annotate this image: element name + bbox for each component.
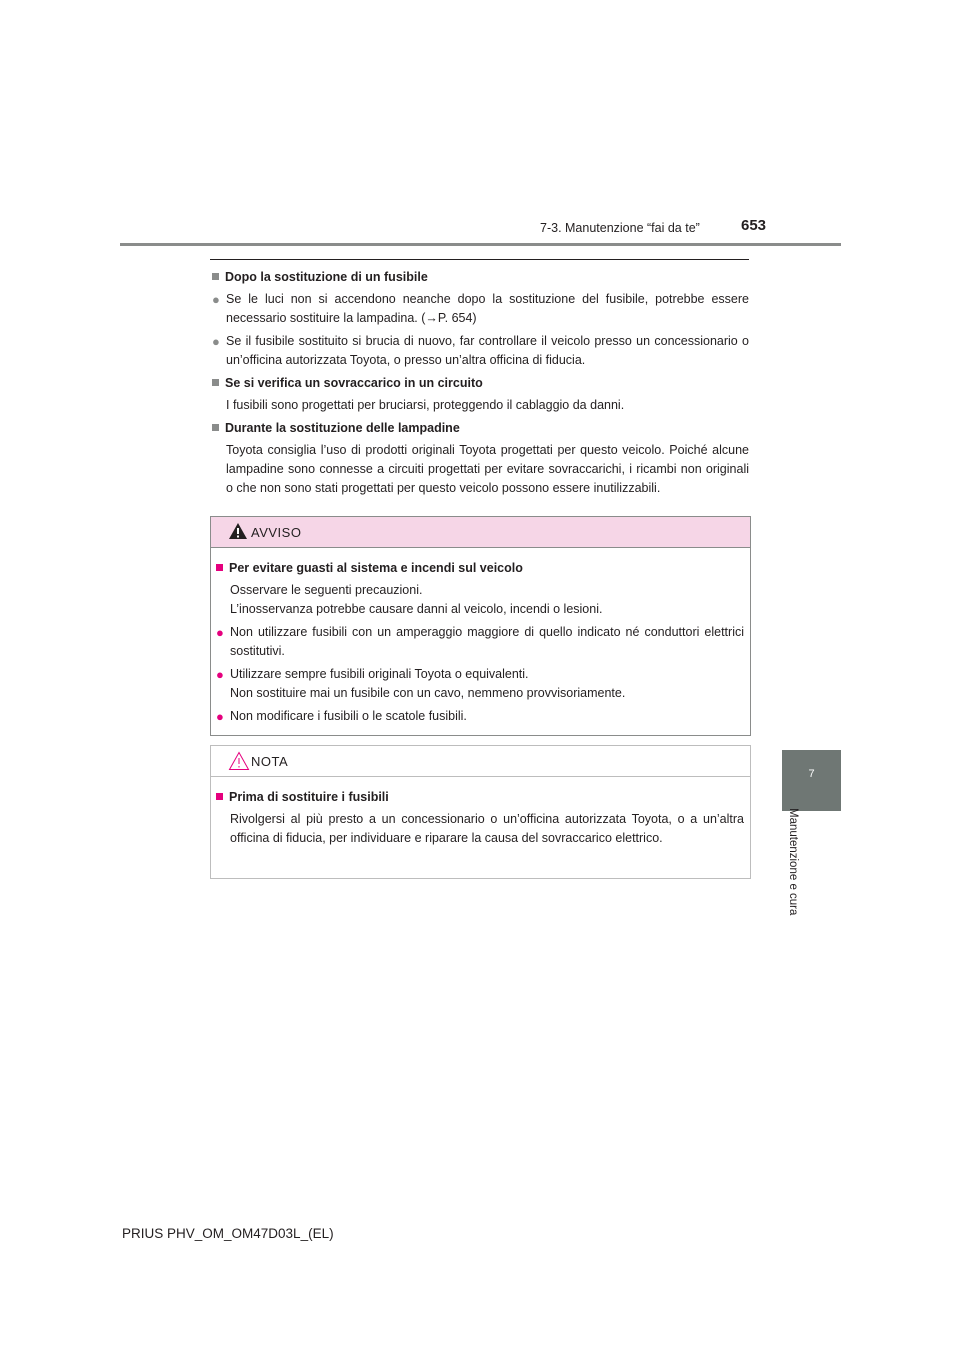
- section-title: Se si verifica un sovraccarico in un circuito: [225, 376, 483, 390]
- chapter-title: Manutenzione e cura: [787, 808, 799, 916]
- note-label: NOTA: [251, 754, 289, 769]
- footer-document-code: PRIUS PHV_OM_OM47D03L_(EL): [122, 1226, 334, 1241]
- square-bullet-icon: [216, 793, 223, 800]
- square-bullet-icon: [216, 564, 223, 571]
- round-bullet-icon: ●: [216, 709, 224, 724]
- chapter-tab: [782, 750, 841, 811]
- round-bullet-icon: ●: [212, 292, 220, 307]
- list-item: Se le luci non si accendono neanche dopo la sostituzione del fusibile, potrebbe essere necessario sostituire la lampadina. (→P. 654): [226, 292, 749, 325]
- warning-item: Utilizzare sempre fusibili originali Toyota o equivalenti.: [230, 667, 529, 681]
- square-bullet-icon: [212, 379, 219, 386]
- warning-text-line: L’inosservanza potrebbe causare danni al veicolo, incendi o lesioni.: [230, 602, 603, 616]
- section-overload: [212, 374, 749, 415]
- section-text: Toyota consiglia l’uso di prodotti originali Toyota progettati per questo veicolo. Poiché alcune lampadine sono connesse a circuiti progettati per evitare sovraccarichi, i ricambi non originali o che non sono stati progettati per questo veicolo possono essere inutilizzabili.: [226, 443, 749, 495]
- section-bulbs: [212, 419, 749, 498]
- square-bullet-icon: [212, 273, 219, 280]
- note-text: Rivolgersi al più presto a un concessionario o un’officina autorizzata Toyota, o a un’altra officina di fiducia, per individuare e riparare la causa del sovraccarico elettrico.: [230, 812, 744, 845]
- warning-item: Non sostituire mai un fusibile con un cavo, nemmeno provvisoriamente.: [230, 686, 626, 700]
- warning-text-line: Osservare le seguenti precauzioni.: [230, 583, 423, 597]
- content-divider: [210, 259, 749, 260]
- warning-item: Non modificare i fusibili o le scatole fusibili.: [230, 709, 467, 723]
- section-after-fuse: [212, 268, 749, 370]
- chapter-number: 7: [808, 768, 815, 780]
- header-section-title: 7-3. Manutenzione “fai da te”: [540, 221, 700, 235]
- list-item: Se il fusibile sostituito si brucia di nuovo, far controllare il veicolo presso un concessionario o un’officina autorizzata Toyota, o presso un’altra officina di fiducia.: [226, 334, 749, 367]
- section-title: Dopo la sostituzione di un fusibile: [225, 270, 428, 284]
- warning-item: Non utilizzare fusibili con un amperaggio maggiore di quello indicato né conduttori elettrici sostitutivi.: [230, 625, 744, 658]
- note-header: [211, 746, 750, 777]
- header-divider: [120, 243, 841, 246]
- warning-title: Per evitare guasti al sistema e incendi sul veicolo: [229, 561, 523, 575]
- chapter-side-label: [781, 808, 809, 948]
- note-box: [210, 745, 751, 879]
- note-title: Prima di sostituire i fusibili: [229, 790, 389, 804]
- warning-triangle-icon: [228, 522, 248, 540]
- round-bullet-icon: ●: [216, 667, 224, 682]
- main-content: [212, 268, 749, 501]
- round-bullet-icon: ●: [216, 625, 224, 640]
- section-text: I fusibili sono progettati per bruciarsi, proteggendo il cablaggio da danni.: [226, 398, 625, 412]
- warning-header: [211, 517, 750, 548]
- section-title: Durante la sostituzione delle lampadine: [225, 421, 460, 435]
- square-bullet-icon: [212, 424, 219, 431]
- warning-label: AVVISO: [251, 525, 302, 540]
- warning-box: [210, 516, 751, 736]
- caution-triangle-icon: [228, 751, 250, 771]
- round-bullet-icon: ●: [212, 334, 220, 349]
- page-number: 653: [741, 217, 767, 234]
